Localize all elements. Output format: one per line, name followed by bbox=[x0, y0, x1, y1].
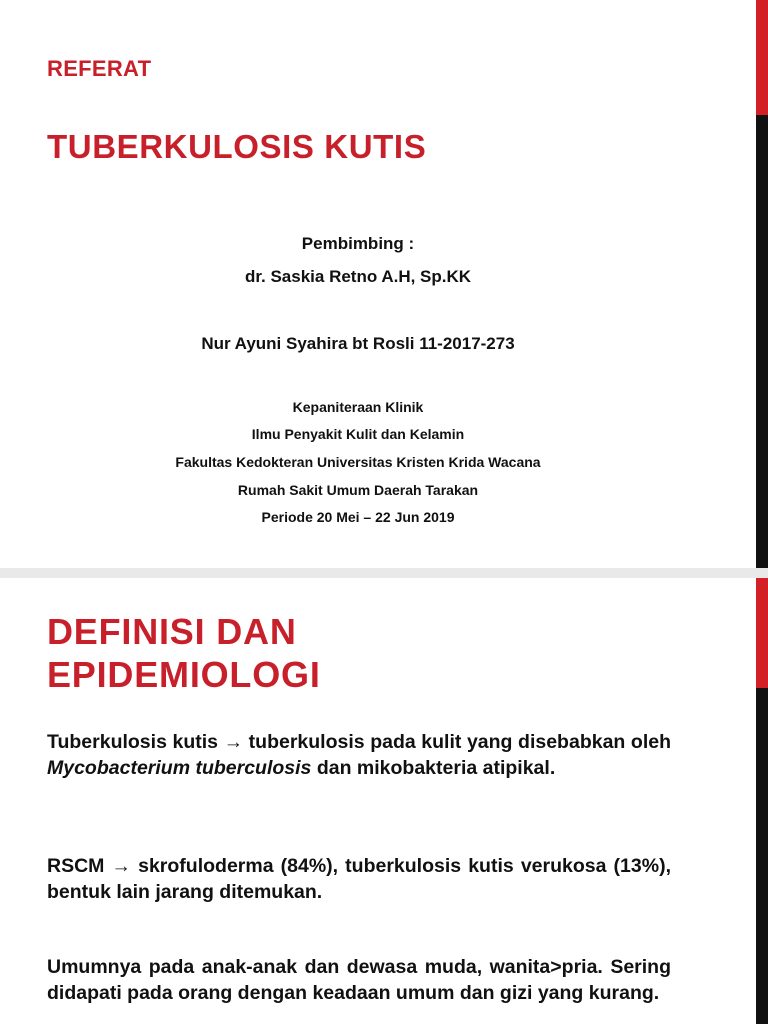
accent-bar-red bbox=[756, 0, 768, 115]
paragraph-rscm: RSCM → skrofuloderma (84%), tuberkulosis kutis verukosa (13%), bentuk lain jarang ditemukan. bbox=[47, 855, 671, 903]
slide-definition bbox=[0, 578, 768, 1024]
paragraph-text: dan mikobakteria atipikal. bbox=[311, 757, 556, 779]
accent-bar-black bbox=[756, 115, 768, 568]
section-heading-line: EPIDEMIOLOGI bbox=[47, 654, 321, 695]
slide-label: REFERAT bbox=[47, 56, 152, 81]
slide-title-heading: TUBERKULOSIS KUTIS bbox=[47, 128, 427, 165]
info-line: Kepaniteraan Klinik bbox=[292, 399, 424, 415]
accent-bar-red bbox=[756, 578, 768, 688]
accent-bar-black bbox=[756, 688, 768, 1024]
supervisor-label: Pembimbing : bbox=[301, 234, 415, 253]
paragraph-italic-term: Mycobacterium tuberculosis bbox=[47, 757, 312, 779]
supervisor-name: dr. Saskia Retno A.H, Sp.KK bbox=[244, 267, 472, 286]
paragraph-text: Tuberkulosis kutis → tuberkulosis pada kulit yang disebabkan oleh bbox=[47, 731, 671, 753]
paragraph-epidemiology: Umumnya pada anak-anak dan dewasa muda, wanita>pria. Sering didapati pada orang dengan keadaan umum dan gizi yang kurang. bbox=[47, 956, 671, 1004]
section-heading bbox=[47, 610, 707, 696]
section-heading-line: DEFINISI DAN bbox=[47, 611, 297, 652]
info-line: Ilmu Penyakit Kulit dan Kelamin bbox=[251, 426, 465, 442]
info-line: Periode 20 Mei – 22 Jun 2019 bbox=[261, 509, 455, 525]
info-line: Fakultas Kedokteran Universitas Kristen Krida Wacana bbox=[175, 454, 541, 470]
paragraph-definition bbox=[47, 729, 671, 781]
slide-separator bbox=[0, 568, 768, 578]
student-name: Nur Ayuni Syahira bt Rosli 11-2017-273 bbox=[201, 334, 515, 353]
info-line: Rumah Sakit Umum Daerah Tarakan bbox=[237, 482, 479, 498]
